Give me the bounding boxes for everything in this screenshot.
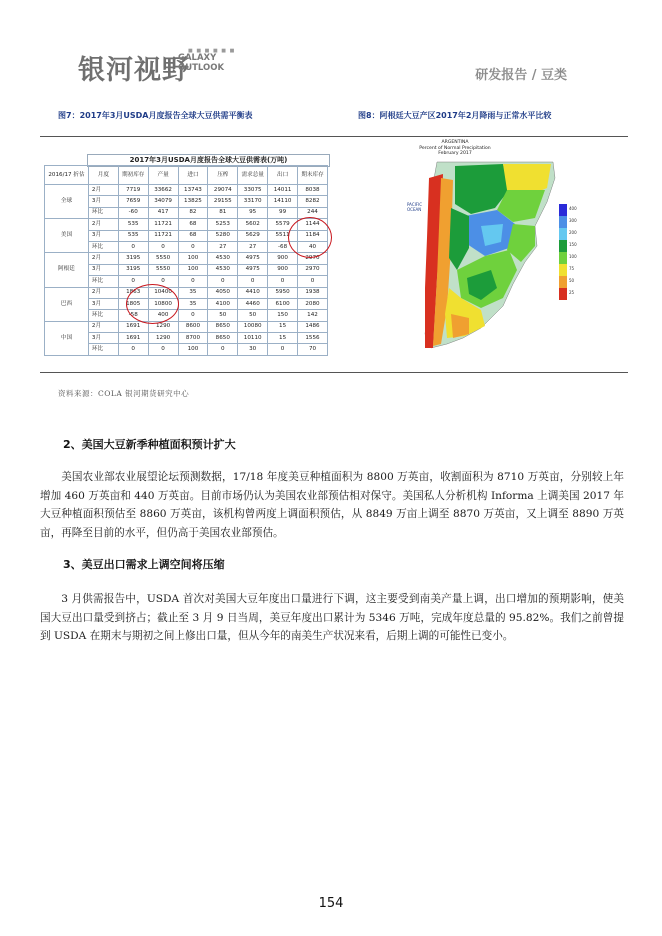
table-row [45, 219, 328, 230]
section2-body [40, 468, 624, 542]
table-cell: 14011 [268, 185, 298, 196]
table-cell: 3195 [118, 253, 148, 264]
table-cell: 4410 [238, 287, 268, 298]
table-row-label: 3月 [88, 196, 118, 207]
table-cell: 6100 [268, 298, 298, 309]
table-cell: 1863 [118, 287, 148, 298]
legend-swatch [559, 240, 567, 252]
table-cell: 4530 [208, 253, 238, 264]
table-row-label: 环比 [88, 310, 118, 321]
table-cell: 0 [208, 276, 238, 287]
table-cell: 34079 [148, 196, 178, 207]
table-cell: 5950 [268, 287, 298, 298]
table-cell: 1290 [148, 333, 178, 344]
table-cell: 8700 [178, 333, 208, 344]
table-cell: 4975 [238, 253, 268, 264]
logo-dots: ■ ■ ■ ■ ■ ■ [188, 48, 236, 54]
table-title: 2017年3月USDA月度报告全球大豆供需表(万吨) [87, 154, 330, 167]
legend-label: 150 [569, 242, 577, 247]
table-column-header: 期末库存 [298, 166, 328, 185]
map-region-orange-south [451, 314, 469, 338]
table-cell: 70 [298, 344, 328, 355]
map-ocean-label-1: PACIFIC [407, 202, 423, 207]
table-row-label: 2月 [88, 287, 118, 298]
table-cell: 0 [208, 344, 238, 355]
table-cell: 4460 [238, 298, 268, 309]
table-cell: 1184 [298, 230, 328, 241]
figure-bottom-rule [40, 372, 628, 373]
table-cell: 50 [238, 310, 268, 321]
table-cell: 0 [178, 241, 208, 252]
table-cell: 100 [178, 264, 208, 275]
legend-swatch [559, 288, 567, 300]
table-cell: 5579 [268, 219, 298, 230]
legend-label: 100 [569, 254, 577, 259]
table-cell: 8650 [208, 321, 238, 332]
table-cell: 27 [238, 241, 268, 252]
table-cell: 535 [118, 219, 148, 230]
table-group-label: 巴西 [45, 287, 89, 321]
usda-balance-table [44, 165, 328, 356]
table-cell: 535 [118, 230, 148, 241]
logo-english [178, 53, 224, 73]
table-cell: 13743 [178, 185, 208, 196]
table-cell: 3195 [118, 264, 148, 275]
table-group-label: 中国 [45, 321, 89, 355]
table-row-label: 2月 [88, 253, 118, 264]
table-cell: 244 [298, 207, 328, 218]
table-cell: 1691 [118, 333, 148, 344]
legend-swatch [559, 252, 567, 264]
table-cell: 68 [178, 230, 208, 241]
table-cell: 900 [268, 253, 298, 264]
table-cell: 100 [178, 344, 208, 355]
section3-heading: 3、美豆出口需求上调空间将压缩 [63, 558, 225, 571]
section3-body [40, 590, 624, 646]
table-row-label: 2月 [88, 219, 118, 230]
report-category: 研发报告 / 豆类 [475, 68, 567, 83]
highlight-circle-us-ending-stocks [288, 217, 332, 258]
section2-heading: 2、美国大豆新季种植面积预计扩大 [63, 438, 236, 451]
page-number: 154 [318, 896, 344, 911]
map-title-date: February 2017 [438, 151, 472, 157]
table-cell: -60 [118, 207, 148, 218]
table-cell: 4050 [208, 287, 238, 298]
table-cell: 10800 [148, 298, 178, 309]
table-cell: 33662 [148, 185, 178, 196]
table-cell: 900 [268, 264, 298, 275]
table-column-header: 进口 [178, 166, 208, 185]
legend-label: 75 [569, 266, 575, 271]
logo-en-line2: OUTLOOK [178, 63, 225, 73]
table-cell: 4530 [208, 264, 238, 275]
table-row [45, 287, 328, 298]
table-cell: 81 [208, 207, 238, 218]
table-row-label: 2月 [88, 321, 118, 332]
table-cell: 7659 [118, 196, 148, 207]
table-cell: 150 [268, 310, 298, 321]
table-row-label: 环比 [88, 276, 118, 287]
table-cell: 14110 [268, 196, 298, 207]
table-cell: 5280 [208, 230, 238, 241]
table-cell: 0 [178, 310, 208, 321]
table-column-header: 出口 [268, 166, 298, 185]
table-cell: 5602 [238, 219, 268, 230]
table-cell: 0 [148, 344, 178, 355]
table-cell: 1144 [298, 219, 328, 230]
table-cell: 0 [268, 344, 298, 355]
legend-swatch [559, 204, 567, 216]
table-cell: 8650 [208, 333, 238, 344]
table-cell: 1486 [298, 321, 328, 332]
table-cell: 0 [178, 276, 208, 287]
table-cell: 5550 [148, 264, 178, 275]
table-cell: 50 [208, 310, 238, 321]
table-cell: 82 [178, 207, 208, 218]
map-title-country: ARGENTINA [441, 140, 469, 145]
table-cell: 1290 [148, 321, 178, 332]
table-cell: 142 [298, 310, 328, 321]
table-row [45, 253, 328, 264]
table-cell: 2080 [298, 298, 328, 309]
map-ocean-label-2: OCEAN [407, 207, 422, 212]
table-cell: 4975 [238, 264, 268, 275]
figure8-caption: 图8：阿根廷大豆产区2017年2月降雨与正常水平比较 [358, 111, 552, 120]
table-cell: 5629 [238, 230, 268, 241]
figure-top-rule [40, 136, 628, 137]
table-header-row [45, 166, 328, 185]
table-cell: 10110 [238, 333, 268, 344]
table-row [45, 321, 328, 332]
table-cell: 5253 [208, 219, 238, 230]
table-cell: 100 [178, 253, 208, 264]
legend-swatch [559, 264, 567, 276]
table-cell: 11721 [148, 219, 178, 230]
table-column-header: 2016/17 折估 [45, 166, 89, 185]
table-cell: 8600 [178, 321, 208, 332]
table-column-header: 产量 [148, 166, 178, 185]
table-cell: 8038 [298, 185, 328, 196]
map-title-metric: Percent of Normal Precipitation [419, 145, 491, 151]
usda-balance-table-figure [44, 154, 328, 357]
table-cell: 99 [268, 207, 298, 218]
table-cell: 1805 [118, 298, 148, 309]
argentina-precipitation-map [385, 138, 577, 368]
section2-paragraph: 美国农业部农业展望论坛预测数据，17/18 年度美豆种植面积为 8800 万英亩，收割面积为 8710 万英亩，分别较上年增加 460 万英亩和 440 万英亩。目前市场仍认为美国农业部预估相对保守。美国私人分析机构 Informa 上调美国 2017 年大豆种植面积预估至 8860 万英亩，该机构曾两度上调面积预估，从 8849 万亩上调至 8870 万英亩，又上调至 8890 万英亩，再降至目前的水平，但仍高于美国农业部预估。 [40, 471, 624, 539]
logo-en-line1: GALAXY [178, 53, 217, 63]
table-cell: 5550 [148, 253, 178, 264]
table-cell: -68 [268, 241, 298, 252]
table-cell: 10400 [148, 287, 178, 298]
legend-label: 300 [569, 218, 577, 223]
table-group-label: 美国 [45, 219, 89, 253]
table-cell: 0 [118, 344, 148, 355]
table-group-label: 阿根廷 [45, 253, 89, 287]
table-cell: 0 [118, 276, 148, 287]
legend-swatch [559, 276, 567, 288]
table-row-label: 环比 [88, 207, 118, 218]
table-cell: 0 [118, 241, 148, 252]
legend-label: 50 [569, 278, 575, 283]
table-column-header: 压榨 [208, 166, 238, 185]
table-cell: 8282 [298, 196, 328, 207]
table-cell: 400 [148, 310, 178, 321]
table-row-label: 3月 [88, 333, 118, 344]
figure7-caption: 图7：2017年3月USDA月度报告全球大豆供需平衡表 [58, 111, 253, 120]
table-group-label: 全球 [45, 185, 89, 219]
table-cell: 0 [148, 276, 178, 287]
table-cell: 95 [238, 207, 268, 218]
table-cell: 7719 [118, 185, 148, 196]
logo-text: 银河视野 [78, 55, 190, 86]
table-row-label: 3月 [88, 230, 118, 241]
table-row-label: 3月 [88, 264, 118, 275]
table-cell: 29074 [208, 185, 238, 196]
table-row-label: 3月 [88, 298, 118, 309]
table-row [45, 185, 328, 196]
table-cell: 0 [268, 276, 298, 287]
table-cell: 15 [268, 333, 298, 344]
table-cell: 1556 [298, 333, 328, 344]
table-cell: 10080 [238, 321, 268, 332]
table-cell: 30 [238, 344, 268, 355]
table-cell: 29155 [208, 196, 238, 207]
table-cell: 0 [298, 276, 328, 287]
table-row-label: 环比 [88, 344, 118, 355]
table-row-label: 2月 [88, 185, 118, 196]
table-cell: 33170 [238, 196, 268, 207]
table-cell: 35 [178, 298, 208, 309]
table-cell: 5511 [268, 230, 298, 241]
map-legend [559, 204, 567, 300]
table-cell: 15 [268, 321, 298, 332]
table-cell: 417 [148, 207, 178, 218]
table-column-header: 月度 [88, 166, 118, 185]
legend-label: 25 [569, 290, 575, 295]
table-cell: 35 [178, 287, 208, 298]
legend-swatch [559, 216, 567, 228]
table-cell: 27 [208, 241, 238, 252]
table-column-header: 需求总量 [238, 166, 268, 185]
table-cell: 4100 [208, 298, 238, 309]
table-cell: 0 [148, 241, 178, 252]
table-cell: 11721 [148, 230, 178, 241]
table-column-header: 期初库存 [118, 166, 148, 185]
legend-label: 200 [569, 230, 577, 235]
figure-source: 资料来源：COLA 银河期货研究中心 [58, 389, 190, 398]
legend-swatch [559, 228, 567, 240]
legend-label: 400 [569, 206, 577, 211]
table-cell: 40 [298, 241, 328, 252]
table-row-label: 环比 [88, 241, 118, 252]
table-cell: 0 [238, 276, 268, 287]
section3-paragraph: 3 月供需报告中，USDA 首次对美国大豆年度出口量进行下调，这主要受到南美产量上调，出口增加的预期影响，使美国大豆出口量受到挤占；截止至 3 月 9 日当周，美豆年度出口累计为 5346 万吨，完成年度总量的 95.82%。我们之前曾提到 USDA 在期末与期初之间上修出口量，但从今年的南美生产状况来看，后期上调的可能性已变小。 [40, 593, 624, 643]
highlight-circle-brazil-production [126, 284, 179, 324]
table-cell: 33075 [238, 185, 268, 196]
table-cell: 13825 [178, 196, 208, 207]
table-cell: 68 [178, 219, 208, 230]
table-cell: 2970 [298, 264, 328, 275]
table-cell: 1691 [118, 321, 148, 332]
table-cell: 1938 [298, 287, 328, 298]
table-cell: 2970 [298, 253, 328, 264]
table-cell: -58 [118, 310, 148, 321]
